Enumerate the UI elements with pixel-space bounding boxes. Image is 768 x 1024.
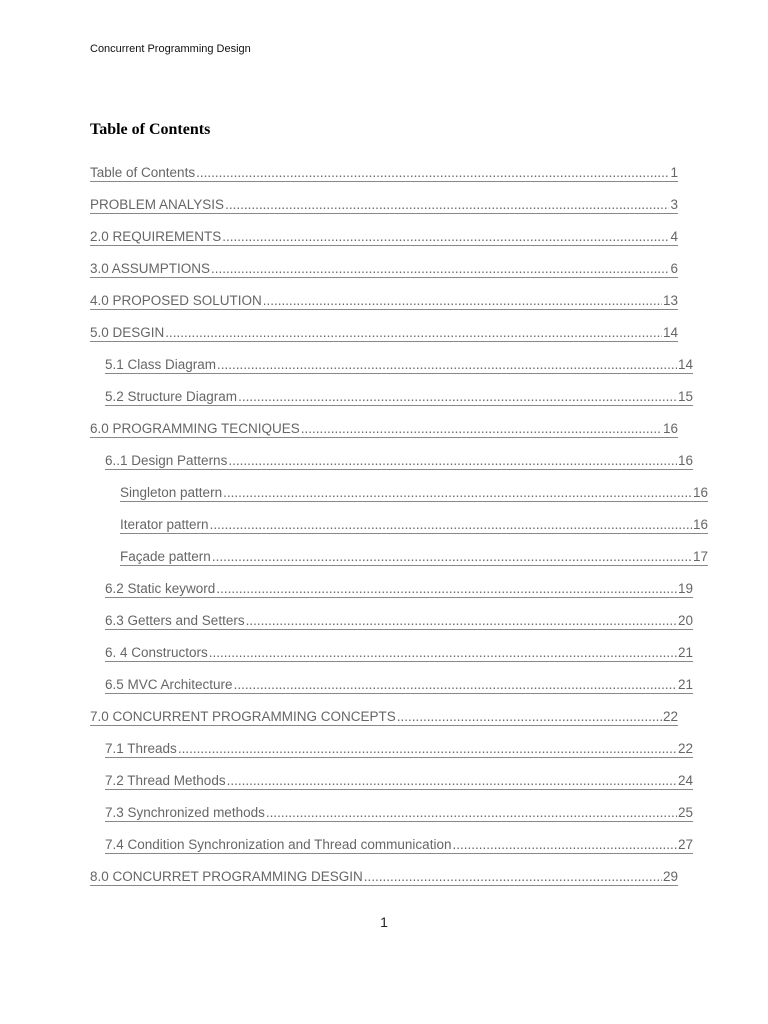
dot-leader (222, 229, 669, 245)
page-header: Concurrent Programming Design (90, 43, 251, 55)
toc-entry-label[interactable]: 6. 4 Constructors (105, 645, 208, 660)
toc-entry-page[interactable]: 14 (662, 325, 678, 340)
dot-leader (266, 805, 677, 821)
toc-entry-label[interactable]: Iterator pattern (120, 517, 209, 532)
dot-leader (225, 197, 669, 213)
toc-entry-page[interactable]: 24 (677, 773, 693, 788)
toc-entry-label[interactable]: 7.2 Thread Methods (105, 773, 226, 788)
toc-entry-label[interactable]: 6.5 MVC Architecture (105, 677, 233, 692)
toc-entry-page[interactable]: 16 (662, 421, 678, 436)
toc-entry-label[interactable]: 7.1 Threads (105, 741, 177, 756)
toc-entry-page[interactable]: 14 (677, 357, 693, 372)
toc-title: Table of Contents (90, 121, 211, 138)
toc-entry-page[interactable]: 27 (677, 837, 693, 852)
toc-entry-label[interactable]: 6.2 Static keyword (105, 581, 216, 596)
table-of-contents (90, 150, 708, 886)
toc-entry-page[interactable]: 21 (677, 677, 693, 692)
toc-entry-page[interactable]: 4 (670, 229, 678, 244)
dot-leader (216, 581, 677, 597)
toc-entry-label[interactable]: 5.0 DESGIN (90, 325, 165, 340)
toc-entry-page[interactable]: 15 (677, 389, 693, 404)
toc-entry[interactable] (90, 566, 693, 598)
dot-leader (234, 677, 677, 693)
toc-entry[interactable] (90, 534, 708, 566)
toc-entry[interactable] (90, 342, 693, 374)
dot-leader (228, 453, 677, 469)
toc-entry-label[interactable]: Table of Contents (90, 165, 196, 180)
toc-entry-page[interactable]: 20 (677, 613, 693, 628)
toc-entry[interactable] (90, 214, 678, 246)
toc-entry[interactable] (90, 822, 693, 854)
toc-entry-page[interactable]: 21 (677, 645, 693, 660)
toc-entry[interactable] (90, 502, 708, 534)
toc-entry[interactable] (90, 182, 678, 214)
toc-entry-page[interactable]: 16 (677, 453, 693, 468)
toc-entry[interactable] (90, 854, 678, 886)
toc-entry-label[interactable]: 8.0 CONCURRET PROGRAMMING DESGIN (90, 869, 363, 884)
toc-entry-page[interactable]: 22 (662, 709, 678, 724)
dot-leader (246, 613, 677, 629)
toc-entry[interactable] (90, 790, 693, 822)
dot-leader (210, 517, 692, 533)
toc-entry-label[interactable]: 7.3 Synchronized methods (105, 805, 265, 820)
toc-entry[interactable] (90, 406, 678, 438)
toc-entry[interactable] (90, 374, 693, 406)
toc-entry-label[interactable]: 6.3 Getters and Setters (105, 613, 245, 628)
toc-entry-label[interactable]: 5.2 Structure Diagram (105, 389, 238, 404)
dot-leader (364, 869, 662, 885)
toc-entry-label[interactable]: 7.0 CONCURRENT PROGRAMMING CONCEPTS (90, 709, 396, 724)
toc-entry-label[interactable]: 4.0 PROPOSED SOLUTION (90, 293, 262, 308)
toc-entry[interactable] (90, 662, 693, 694)
dot-leader (165, 325, 662, 341)
toc-entry-label[interactable]: 7.4 Condition Synchronization and Thread communication (105, 837, 452, 852)
toc-entry[interactable] (90, 438, 693, 470)
toc-entry-page[interactable]: 3 (670, 197, 678, 212)
toc-entry-label[interactable]: Singleton pattern (120, 485, 223, 500)
toc-entry-label[interactable]: 2.0 REQUIREMENTS (90, 229, 222, 244)
toc-entry-page[interactable]: 6 (670, 261, 678, 276)
toc-entry-page[interactable]: 25 (677, 805, 693, 820)
dot-leader (263, 293, 662, 309)
toc-entry-page[interactable]: 13 (662, 293, 678, 308)
toc-entry-label[interactable]: 5.1 Class Diagram (105, 357, 217, 372)
dot-leader (209, 645, 677, 661)
toc-entry[interactable] (90, 630, 693, 662)
dot-leader (217, 357, 677, 373)
toc-entry[interactable] (90, 246, 678, 278)
toc-entry-label[interactable]: PROBLEM ANALYSIS (90, 197, 225, 212)
toc-entry[interactable] (90, 310, 678, 342)
dot-leader (397, 709, 662, 725)
toc-entry-label[interactable]: 3.0 ASSUMPTIONS (90, 261, 211, 276)
toc-entry-page[interactable]: 16 (692, 485, 708, 500)
dot-leader (196, 165, 669, 181)
toc-entry-page[interactable]: 22 (677, 741, 693, 756)
dot-leader (238, 389, 677, 405)
toc-entry[interactable] (90, 694, 678, 726)
dot-leader (223, 485, 692, 501)
toc-entry[interactable] (90, 598, 693, 630)
page-number: 1 (380, 914, 388, 930)
toc-entry-page[interactable]: 16 (692, 517, 708, 532)
dot-leader (227, 773, 677, 789)
dot-leader (301, 421, 662, 437)
toc-entry-label[interactable]: 6..1 Design Patterns (105, 453, 228, 468)
toc-entry[interactable] (90, 758, 693, 790)
toc-entry-page[interactable]: 17 (692, 549, 708, 564)
toc-entry[interactable] (90, 150, 678, 182)
toc-entry[interactable] (90, 278, 678, 310)
toc-entry[interactable] (90, 726, 693, 758)
toc-entry[interactable] (90, 470, 708, 502)
toc-entry-page[interactable]: 19 (677, 581, 693, 596)
toc-entry-page[interactable]: 1 (670, 165, 678, 180)
toc-entry-label[interactable]: Façade pattern (120, 549, 211, 564)
toc-entry-label[interactable]: 6.0 PROGRAMMING TECNIQUES (90, 421, 300, 436)
dot-leader (211, 261, 669, 277)
dot-leader (212, 549, 692, 565)
toc-entry-page[interactable]: 29 (662, 869, 678, 884)
dot-leader (178, 741, 677, 757)
dot-leader (452, 837, 677, 853)
